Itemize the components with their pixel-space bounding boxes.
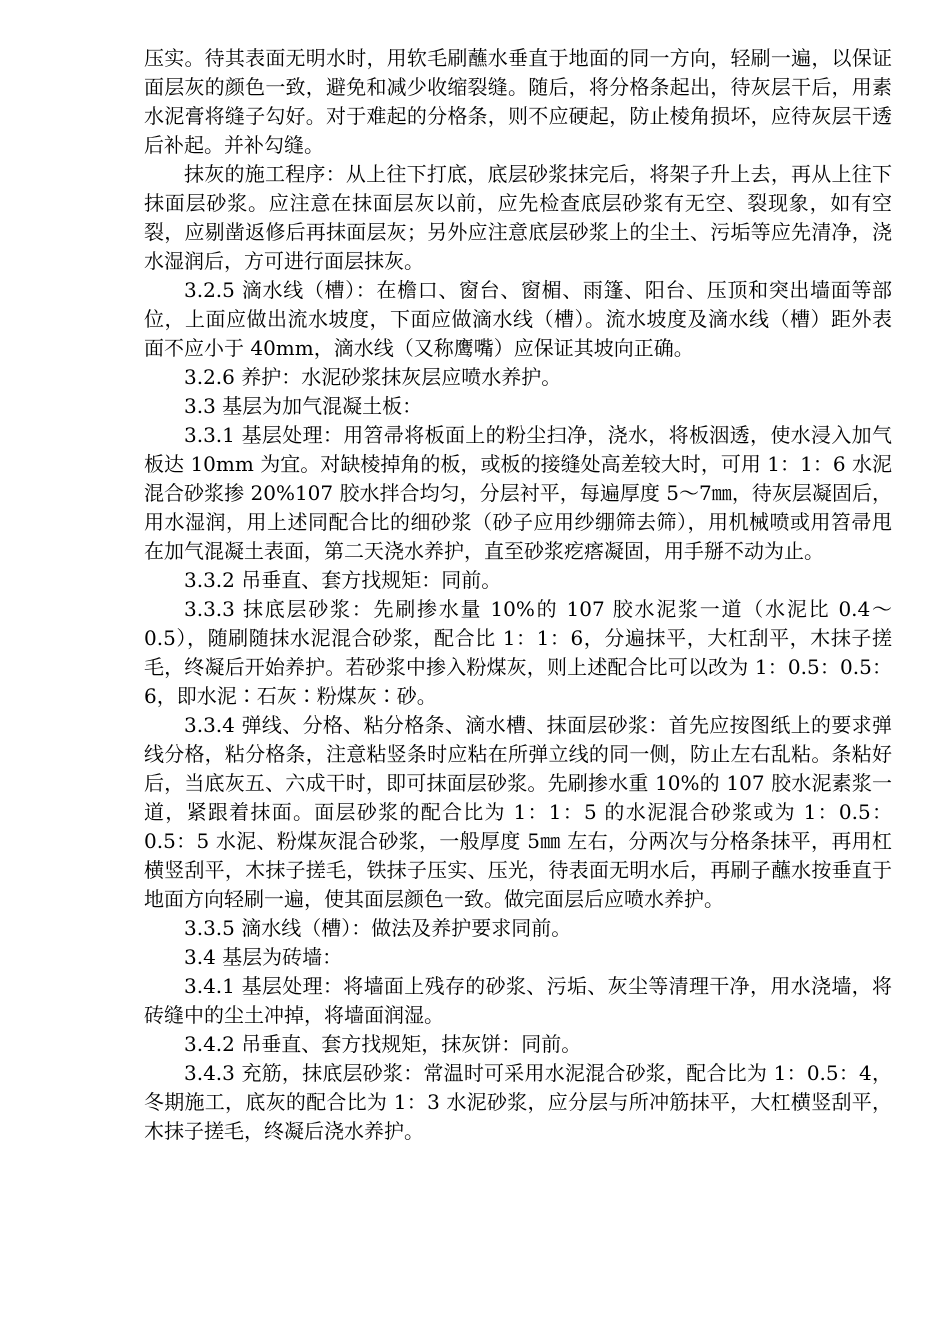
body-text (144, 44, 892, 1146)
paragraph-3-3-3: 3.3.3 抹底层砂浆：先刷掺水量 10%的 107 胶水泥浆一道（水泥比 0.4～0.5），随刷随抹水泥混合砂浆，配合比 1：1：6，分遍抹平，大杠刮平，木抹子搓毛，终凝后开始养护。若砂浆中掺入粉煤灰，则上述配合比可以改为 1：0.5：0.5：6，即水泥∶石灰∶粉煤灰∶砂。 (144, 597, 892, 708)
section-heading-3-4: 3.4 基层为砖墙： (184, 945, 343, 969)
paragraph-3-2-6: 3.2.6 养护：水泥砂浆抹灰层应喷水养护。 (184, 365, 562, 389)
section-heading-3-3: 3.3 基层为加气混凝土板： (184, 394, 423, 418)
paragraph-3-2-5: 3.2.5 滴水线（槽）：在檐口、窗台、窗楣、雨篷、阳台、压顶和突出墙面等部位，上面应做出流水坡度，下面应做滴水线（槽）。流水坡度及滴水线（槽）距外表面不应小于 40mm，滴水线（又称鹰嘴）应保证其坡向正确。 (144, 278, 892, 360)
paragraph-3-4-2: 3.4.2 吊垂直、套方找规矩，抹灰饼：同前。 (184, 1032, 582, 1056)
paragraph-3-3-2: 3.3.2 吊垂直、套方找规矩：同前。 (184, 568, 502, 592)
paragraph-continuation: 压实。待其表面无明水时，用软毛刷蘸水垂直于地面的同一方向，轻刷一遍，以保证面层灰的颜色一致，避免和减少收缩裂缝。随后，将分格条起出，待灰层干后，用素水泥膏将缝子勾好。对于难起的分格条，则不应硬起，防止棱角损坏，应待灰层干透后补起。并补勾缝。 (144, 46, 892, 157)
paragraph-3-3-1: 3.3.1 基层处理：用笤帚将板面上的粉尘扫净，浇水，将板洇透，使水浸入加气板达 10mm 为宜。对缺棱掉角的板，或板的接缝处高差较大时，可用 1：1：6 水泥混合砂浆掺 20%107 胶水拌合均匀，分层衬平，每遍厚度 5～7㎜，待灰层凝固后，用水湿润，用上述同配合比的细砂浆（砂子应用纱绷筛去筛），用机械喷或用笤帚甩在加气混凝土表面，第二天浇水养护，直至砂浆疙瘩凝固，用手掰不动为止。 (144, 423, 892, 563)
paragraph-3-3-5: 3.3.5 滴水线（槽）：做法及养护要求同前。 (184, 916, 572, 940)
paragraph-plastering-procedure: 抹灰的施工程序：从上往下打底，底层砂浆抹完后，将架子升上去，再从上往下抹面层砂浆。应注意在抹面层灰以前，应先检查底层砂浆有无空、裂现象，如有空裂，应剔凿返修后再抹面层灰；另外应注意底层砂浆上的尘土、污垢等应先清净，浇水湿润后，方可进行面层抹灰。 (144, 162, 892, 273)
paragraph-3-3-4: 3.3.4 弹线、分格、粘分格条、滴水槽、抹面层砂浆：首先应按图纸上的要求弹线分格，粘分格条，注意粘竖条时应粘在所弹立线的同一侧，防止左右乱粘。条粘好后，当底灰五、六成干时，即可抹面层砂浆。先刷掺水重 10%的 107 胶水泥素浆一道，紧跟着抹面。面层砂浆的配合比为 1：1：5 的水泥混合砂浆或为 1：0.5：0.5：5 水泥、粉煤灰混合砂浆，一般厚度 5㎜ 左右，分两次与分格条抹平，再用杠横竖刮平，木抹子搓毛，铁抹子压实、压光，待表面无明水后，再刷子蘸水按垂直于地面方向轻刷一遍，使其面层颜色一致。做完面层后应喷水养护。 (144, 713, 892, 911)
paragraph-3-4-3: 3.4.3 充筋，抹底层砂浆：常温时可采用水泥混合砂浆，配合比为 1：0.5：4，冬期施工，底灰的配合比为 1：3 水泥砂浆，应分层与所冲筋抹平，大杠横竖刮平，木抹子搓毛，终凝后浇水养护。 (144, 1061, 892, 1143)
paragraph-3-4-1: 3.4.1 基层处理：将墙面上残存的砂浆、污垢、灰尘等清理干净，用水浇墙，将砖缝中的尘土冲掉，将墙面润湿。 (144, 974, 892, 1027)
